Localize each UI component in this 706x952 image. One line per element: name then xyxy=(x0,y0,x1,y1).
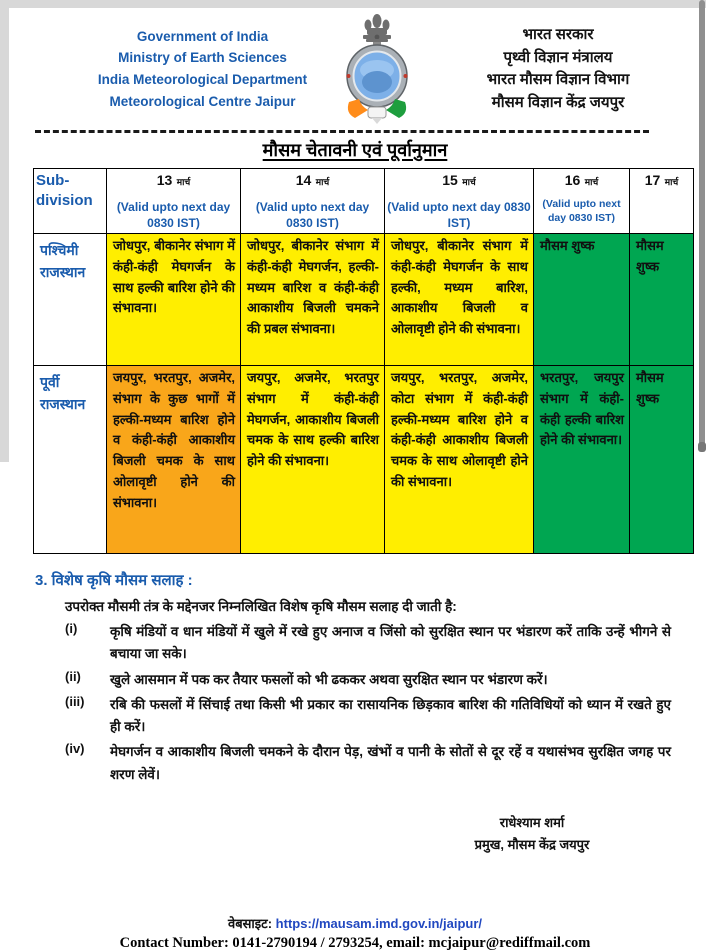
forecast-cell-east-15: जयपुर, भरतपुर, अजमेर, कोटा संभाग में कंही-कंही हल्की-मध्यम बारिश होने व कंही-कंही आकाशीय बिजली चमक के साथ ओलावृष्टी होने की संभावना। xyxy=(385,366,534,554)
advisory-item xyxy=(65,694,675,739)
date-number: 16 xyxy=(564,172,581,188)
advisory-item xyxy=(65,741,675,786)
validity-note: (Valid upto next day 0830 IST) xyxy=(387,200,531,231)
letterhead-hindi xyxy=(449,24,667,114)
contact-line: Contact Number: 0141-2790194 / 2793254, email: mcjaipur@rediffmail.com xyxy=(119,935,591,952)
validity-note: (Valid upto next day 0830 IST) xyxy=(542,198,621,225)
forecast-cell-west-16: मौसम शुष्क xyxy=(534,234,630,366)
date-number: 14 xyxy=(295,172,312,188)
website-link[interactable]: https://mausam.imd.gov.in/jaipur/ xyxy=(275,916,483,932)
advisory-item-number: (i) xyxy=(65,621,78,636)
col-header-16-march xyxy=(534,169,630,234)
advisory-item xyxy=(65,621,675,666)
date-month: मार्च xyxy=(315,177,330,187)
imd-logo-icon xyxy=(335,12,419,126)
page-edge-left xyxy=(0,0,9,462)
forecast-cell-west-14: जोधपुर, बीकानेर संभाग में कंही-कंही मेघगर्जन, हल्की-मध्यम बारिश व कंही-कंही आकाशीय बिजली चमकने की प्रबल संभावना। xyxy=(241,234,385,366)
forecast-cell-east-14: जयपुर, अजमेर, भरतपुर संभाग में कंही-कंही मेघगर्जन, आकाशीय बिजली चमक के साथ हल्की बारिश होने की संभावना। xyxy=(241,366,385,554)
validity-note: (Valid upto next day 0830 IST) xyxy=(116,200,231,231)
date-number: 17 xyxy=(644,172,661,188)
agromet-advisory-section xyxy=(35,570,675,786)
forecast-cell-west-13: जोधपुर, बीकानेर संभाग में कंही-कंही मेघगर्जन के साथ हल्की बारिश होने की संभावना। xyxy=(107,234,241,366)
col-header-15-march xyxy=(385,169,534,234)
advisory-item-text: खुले आसमान में पक कर तैयार फसलों को भी ढककर अथवा सुरक्षित स्थान पर भंडारण करें। xyxy=(110,671,548,687)
weather-forecast-table xyxy=(33,168,694,554)
date-number: 15 xyxy=(442,172,458,188)
page-title: मौसम चेतावनी एवं पूर्वानुमान xyxy=(262,140,448,160)
forecast-cell-east-16: भरतपुर, जयपुर संभाग में कंही-कंही हल्की बारिश होने की संभावना। xyxy=(534,366,630,554)
advisory-intro: उपरोक्त मौसमी तंत्र के मद्देनजर निम्नलिखित विशेष कृषि मौसम सलाह दी जाती है: xyxy=(65,599,457,614)
col-header-subdivision: Sub-division xyxy=(34,169,107,234)
date-month: मार्च xyxy=(664,177,679,187)
letterhead-hi-line: मौसम विज्ञान केंद्र जयपुर xyxy=(491,93,625,111)
col-header-17-march xyxy=(630,169,694,234)
letterhead-en-line: Ministry of Earth Sciences xyxy=(118,50,287,66)
letterhead-english xyxy=(75,26,330,112)
row-label-east-rajasthan: पूर्वी राजस्थान xyxy=(34,366,107,554)
website-label: वेबसाइट: xyxy=(227,916,273,932)
advisory-item-number: (iii) xyxy=(65,693,85,709)
forecast-cell-east-13: जयपुर, भरतपुर, अजमेर, संभाग के कुछ भागों में हल्की-मध्यम बारिश होने व कंही-कंही आकाशीय बिजली चमक के साथ ओलावृष्टी होने की संभावना। xyxy=(107,366,241,554)
page-footer xyxy=(35,914,675,952)
forecast-cell-west-15: जोधपुर, बीकानेर संभाग में कंही-कंही मेघगर्जन के साथ हल्की, मध्यम बारिश, आकाशीय बिजली व ओलावृष्टी होने की संभावना। xyxy=(385,234,534,366)
date-month: मार्च xyxy=(462,177,476,187)
dashed-divider xyxy=(35,130,649,133)
date-line xyxy=(387,172,531,190)
letterhead xyxy=(35,12,675,126)
col-header-13-march xyxy=(107,169,241,234)
date-line xyxy=(109,172,238,190)
date-month: मार्च xyxy=(584,177,599,187)
advisory-item-text: मेघगर्जन व आकाशीय बिजली चमकने के दौरान पेड़, खंभों व पानी के सोतों से दूर रहें व यथासंभव सुरक्षित जगह पर शरण लेवें। xyxy=(110,744,671,782)
advisory-item xyxy=(65,669,675,691)
letterhead-hi-line: भारत सरकार xyxy=(522,26,594,43)
advisory-item-text: रबि की फसलों में सिंचाई तथा किसी भी प्रकार का रासायनिक छिड़काव बारिश की गतिविधियों को ध्यान में रखते हुए ही करें। xyxy=(110,696,671,735)
date-line xyxy=(632,172,691,190)
forecast-cell-west-17: मौसम शुष्क xyxy=(630,234,694,366)
letterhead-en-line: Meteorological Centre Jaipur xyxy=(109,93,296,109)
date-number: 13 xyxy=(156,172,173,188)
letterhead-en-line: Government of India xyxy=(136,28,269,44)
signature-block xyxy=(417,812,647,856)
ashoka-emblem-icon xyxy=(363,14,391,47)
document-page xyxy=(35,12,679,952)
page-edge-top xyxy=(0,0,706,8)
letterhead-hi-line: पृथ्वी विज्ञान मंत्रालय xyxy=(503,48,613,66)
signatory-designation: प्रमुख, मौसम केंद्र जयपुर xyxy=(474,836,590,852)
table-header-row xyxy=(34,169,694,234)
date-line xyxy=(243,172,382,190)
validity-note: (Valid upto next day 0830 IST) xyxy=(255,200,370,231)
scrollbar-nub[interactable] xyxy=(698,442,706,452)
letterhead-hi-line: भारत मौसम विज्ञान विभाग xyxy=(486,71,630,88)
date-month: मार्च xyxy=(176,177,191,187)
forecast-cell-east-17: मौसम शुष्क xyxy=(630,366,694,554)
website-line xyxy=(35,914,675,932)
letterhead-en-line: India Meteorological Department xyxy=(97,72,308,87)
col-header-14-march xyxy=(241,169,385,234)
advisory-item-number: (iv) xyxy=(65,741,85,757)
date-line xyxy=(536,172,627,190)
advisory-item-text: कृषि मंडियों व धान मंडियों में खुले में रखे हुए अनाज व जिंसो को सुरक्षित स्थान पर भंडारण करें ताकि उन्हें भीगने से बचाया जा सके। xyxy=(110,624,671,662)
advisory-heading: 3. विशेष कृषि मौसम सलाह : xyxy=(35,572,193,589)
scrollbar-thumb[interactable] xyxy=(699,0,705,452)
signatory-name: राधेश्याम शर्मा xyxy=(499,814,565,830)
table-row-west-rajasthan xyxy=(34,234,694,366)
advisory-item-number: (ii) xyxy=(65,668,81,684)
table-row-east-rajasthan xyxy=(34,366,694,554)
row-label-west-rajasthan: पश्चिमी राजस्थान xyxy=(34,234,107,366)
